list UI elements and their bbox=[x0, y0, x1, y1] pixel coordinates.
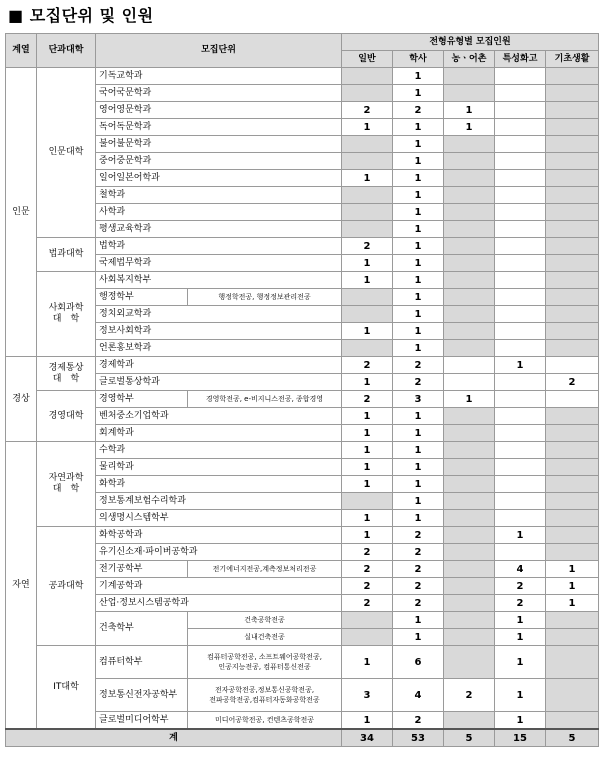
college-econ: 경제통상 대 학 bbox=[37, 357, 96, 391]
cell-basic bbox=[546, 357, 599, 374]
cell-bachelor: 1 bbox=[393, 425, 444, 442]
unit-sub: 전자공학전공,정보통신공학전공, 전파공학전공,컴퓨터자동화공학전공 bbox=[188, 679, 342, 712]
cell-general: 1 bbox=[342, 527, 393, 544]
cell-specialized bbox=[495, 119, 546, 136]
cell-rural bbox=[444, 476, 495, 493]
cell-specialized bbox=[495, 306, 546, 323]
cell-basic bbox=[546, 442, 599, 459]
cell-general: 1 bbox=[342, 255, 393, 272]
college-engineering: 공과대학 bbox=[37, 527, 96, 646]
cell-specialized: 4 bbox=[495, 561, 546, 578]
admission-table bbox=[5, 33, 599, 747]
unit-name: 화학공학과 bbox=[96, 527, 342, 544]
unit-name: 불어불문학과 bbox=[96, 136, 342, 153]
unit-name: 글로벌통상학과 bbox=[96, 374, 342, 391]
cell-basic bbox=[546, 272, 599, 289]
college-humanities: 인문대학 bbox=[37, 68, 96, 238]
unit-name: 기독교학과 bbox=[96, 68, 342, 85]
cell-basic: 1 bbox=[546, 595, 599, 612]
unit-name: 정보통신전자공학부 bbox=[96, 679, 188, 712]
cell-bachelor: 1 bbox=[393, 153, 444, 170]
cell-basic bbox=[546, 629, 599, 646]
unit-name: 사회복지학부 bbox=[96, 272, 342, 289]
cell-general bbox=[342, 187, 393, 204]
cell-specialized: 1 bbox=[495, 357, 546, 374]
cell-specialized: 1 bbox=[495, 679, 546, 712]
unit-name: 건축학부 bbox=[96, 612, 188, 646]
cell-basic bbox=[546, 238, 599, 255]
cell-rural bbox=[444, 68, 495, 85]
cell-bachelor: 1 bbox=[393, 459, 444, 476]
cell-rural bbox=[444, 510, 495, 527]
cell-basic bbox=[546, 544, 599, 561]
unit-name: 유기신소재·파이버공학과 bbox=[96, 544, 342, 561]
cell-general: 1 bbox=[342, 476, 393, 493]
unit-name: 산업·정보시스템공학과 bbox=[96, 595, 342, 612]
cell-specialized: 1 bbox=[495, 612, 546, 629]
cell-general: 3 bbox=[342, 679, 393, 712]
cell-bachelor: 3 bbox=[393, 391, 444, 408]
cell-general: 2 bbox=[342, 391, 393, 408]
header-college: 단과대학 bbox=[37, 34, 96, 68]
cell-general: 2 bbox=[342, 238, 393, 255]
cell-bachelor: 1 bbox=[393, 629, 444, 646]
cell-bachelor: 1 bbox=[393, 170, 444, 187]
cell-general bbox=[342, 85, 393, 102]
cell-bachelor: 6 bbox=[393, 646, 444, 679]
cell-rural bbox=[444, 357, 495, 374]
unit-name: 언론홍보학과 bbox=[96, 340, 342, 357]
cell-specialized: 1 bbox=[495, 527, 546, 544]
cell-bachelor: 1 bbox=[393, 289, 444, 306]
cell-specialized bbox=[495, 136, 546, 153]
cell-rural: 1 bbox=[444, 102, 495, 119]
college-mgmt: 경영대학 bbox=[37, 391, 96, 442]
header-col-general: 일반 bbox=[342, 51, 393, 68]
field-humanities: 인문 bbox=[6, 68, 37, 357]
cell-basic bbox=[546, 712, 599, 730]
cell-bachelor: 1 bbox=[393, 187, 444, 204]
cell-rural bbox=[444, 136, 495, 153]
cell-general bbox=[342, 204, 393, 221]
header-col-specialized: 특성화고 bbox=[495, 51, 546, 68]
header-col-basic-living: 기초생활 bbox=[546, 51, 599, 68]
cell-basic bbox=[546, 323, 599, 340]
unit-sub: 컴퓨터공학전공, 소프트웨어공학전공, 인공지능전공, 컴퓨터통신전공 bbox=[188, 646, 342, 679]
cell-specialized bbox=[495, 408, 546, 425]
cell-rural bbox=[444, 340, 495, 357]
cell-bachelor: 1 bbox=[393, 85, 444, 102]
cell-rural bbox=[444, 238, 495, 255]
cell-basic bbox=[546, 204, 599, 221]
table-row bbox=[6, 646, 599, 679]
cell-basic bbox=[546, 170, 599, 187]
table-row bbox=[6, 442, 599, 459]
cell-basic bbox=[546, 527, 599, 544]
cell-bachelor: 1 bbox=[393, 272, 444, 289]
cell-general: 2 bbox=[342, 561, 393, 578]
cell-general bbox=[342, 153, 393, 170]
college-law: 법과대학 bbox=[37, 238, 96, 272]
cell-general bbox=[342, 221, 393, 238]
unit-sub: 전기에너지전공,계측정보처리전공 bbox=[188, 561, 342, 578]
cell-general bbox=[342, 289, 393, 306]
cell-bachelor: 1 bbox=[393, 204, 444, 221]
total-bachelor: 53 bbox=[393, 729, 444, 747]
cell-rural bbox=[444, 306, 495, 323]
cell-basic bbox=[546, 136, 599, 153]
cell-bachelor: 1 bbox=[393, 323, 444, 340]
unit-sub: 건축공학전공 bbox=[188, 612, 342, 629]
unit-name: 철학과 bbox=[96, 187, 342, 204]
cell-basic bbox=[546, 425, 599, 442]
total-general: 34 bbox=[342, 729, 393, 747]
cell-general: 1 bbox=[342, 408, 393, 425]
cell-bachelor: 1 bbox=[393, 493, 444, 510]
cell-specialized: 1 bbox=[495, 646, 546, 679]
cell-rural bbox=[444, 459, 495, 476]
header-unit: 모집단위 bbox=[96, 34, 342, 68]
table-row bbox=[6, 68, 599, 85]
cell-basic bbox=[546, 153, 599, 170]
cell-rural bbox=[444, 578, 495, 595]
cell-bachelor: 2 bbox=[393, 357, 444, 374]
cell-general bbox=[342, 68, 393, 85]
unit-name: 평생교육학과 bbox=[96, 221, 342, 238]
unit-name: 회계학과 bbox=[96, 425, 342, 442]
cell-rural bbox=[444, 612, 495, 629]
header-row-1 bbox=[6, 34, 599, 51]
cell-bachelor: 1 bbox=[393, 442, 444, 459]
cell-rural bbox=[444, 153, 495, 170]
cell-basic bbox=[546, 493, 599, 510]
cell-general bbox=[342, 340, 393, 357]
page-title: ■ 모집단위 및 인원 bbox=[8, 6, 154, 25]
unit-sub: 경영학전공, e-비지니스전공, 종합경영 bbox=[188, 391, 342, 408]
unit-name: 벤처중소기업학과 bbox=[96, 408, 342, 425]
total-basic: 5 bbox=[546, 729, 599, 747]
cell-basic bbox=[546, 102, 599, 119]
cell-rural bbox=[444, 289, 495, 306]
cell-rural bbox=[444, 85, 495, 102]
cell-specialized bbox=[495, 442, 546, 459]
header-col-rural: 농ㆍ어촌 bbox=[444, 51, 495, 68]
cell-bachelor: 1 bbox=[393, 306, 444, 323]
cell-general: 1 bbox=[342, 170, 393, 187]
cell-bachelor: 2 bbox=[393, 374, 444, 391]
unit-name: 글로벌미디어학부 bbox=[96, 712, 188, 730]
unit-name: 경제학과 bbox=[96, 357, 342, 374]
cell-rural bbox=[444, 323, 495, 340]
cell-rural bbox=[444, 629, 495, 646]
cell-basic bbox=[546, 510, 599, 527]
cell-basic bbox=[546, 255, 599, 272]
cell-specialized: 1 bbox=[495, 629, 546, 646]
unit-name: 화학과 bbox=[96, 476, 342, 493]
cell-general: 1 bbox=[342, 646, 393, 679]
cell-specialized: 2 bbox=[495, 595, 546, 612]
cell-rural bbox=[444, 442, 495, 459]
cell-specialized bbox=[495, 289, 546, 306]
cell-bachelor: 2 bbox=[393, 595, 444, 612]
cell-rural bbox=[444, 544, 495, 561]
unit-name: 정치외교학과 bbox=[96, 306, 342, 323]
cell-bachelor: 1 bbox=[393, 221, 444, 238]
cell-basic bbox=[546, 646, 599, 679]
cell-basic bbox=[546, 391, 599, 408]
college-social: 사회과학 대 학 bbox=[37, 272, 96, 357]
cell-general: 2 bbox=[342, 102, 393, 119]
cell-rural bbox=[444, 712, 495, 730]
cell-rural bbox=[444, 221, 495, 238]
cell-rural bbox=[444, 272, 495, 289]
table-row bbox=[6, 391, 599, 408]
cell-rural bbox=[444, 561, 495, 578]
cell-specialized bbox=[495, 544, 546, 561]
unit-name: 사학과 bbox=[96, 204, 342, 221]
unit-name: 기계공학과 bbox=[96, 578, 342, 595]
cell-bachelor: 1 bbox=[393, 340, 444, 357]
cell-general: 1 bbox=[342, 510, 393, 527]
cell-bachelor: 1 bbox=[393, 476, 444, 493]
cell-basic bbox=[546, 306, 599, 323]
cell-specialized bbox=[495, 272, 546, 289]
unit-name: 영어영문학과 bbox=[96, 102, 342, 119]
cell-bachelor: 1 bbox=[393, 510, 444, 527]
unit-sub: 미디어공학전공, 컨텐츠공학전공 bbox=[188, 712, 342, 730]
unit-name: 일어일본어학과 bbox=[96, 170, 342, 187]
total-rural: 5 bbox=[444, 729, 495, 747]
unit-name: 정보사회학과 bbox=[96, 323, 342, 340]
cell-specialized bbox=[495, 221, 546, 238]
cell-basic bbox=[546, 68, 599, 85]
cell-general: 1 bbox=[342, 459, 393, 476]
cell-specialized bbox=[495, 476, 546, 493]
cell-specialized bbox=[495, 459, 546, 476]
cell-rural: 2 bbox=[444, 679, 495, 712]
college-natural-sciences: 자연과학 대 학 bbox=[37, 442, 96, 527]
cell-rural bbox=[444, 595, 495, 612]
cell-general: 2 bbox=[342, 357, 393, 374]
unit-name: 물리학과 bbox=[96, 459, 342, 476]
cell-basic bbox=[546, 119, 599, 136]
cell-rural bbox=[444, 408, 495, 425]
unit-sub: 행정학전공, 행정정보관리전공 bbox=[188, 289, 342, 306]
unit-name: 전기공학부 bbox=[96, 561, 188, 578]
cell-specialized bbox=[495, 493, 546, 510]
cell-bachelor: 2 bbox=[393, 561, 444, 578]
cell-rural bbox=[444, 646, 495, 679]
cell-general bbox=[342, 306, 393, 323]
unit-name: 행정학부 bbox=[96, 289, 188, 306]
unit-name: 중어중문학과 bbox=[96, 153, 342, 170]
cell-basic bbox=[546, 612, 599, 629]
unit-name: 컴퓨터학부 bbox=[96, 646, 188, 679]
cell-specialized bbox=[495, 204, 546, 221]
cell-rural bbox=[444, 187, 495, 204]
cell-rural: 1 bbox=[444, 391, 495, 408]
cell-specialized bbox=[495, 238, 546, 255]
cell-general: 1 bbox=[342, 425, 393, 442]
unit-name: 정보통계보험수리학과 bbox=[96, 493, 342, 510]
cell-rural bbox=[444, 374, 495, 391]
cell-basic bbox=[546, 679, 599, 712]
unit-name: 법학과 bbox=[96, 238, 342, 255]
cell-general: 2 bbox=[342, 595, 393, 612]
cell-general: 2 bbox=[342, 578, 393, 595]
cell-general: 1 bbox=[342, 272, 393, 289]
cell-bachelor: 2 bbox=[393, 102, 444, 119]
cell-bachelor: 2 bbox=[393, 544, 444, 561]
cell-general bbox=[342, 136, 393, 153]
header-col-bachelor: 학사 bbox=[393, 51, 444, 68]
cell-bachelor: 1 bbox=[393, 119, 444, 136]
cell-basic: 2 bbox=[546, 374, 599, 391]
cell-rural: 1 bbox=[444, 119, 495, 136]
cell-specialized bbox=[495, 153, 546, 170]
cell-basic bbox=[546, 85, 599, 102]
unit-name: 수학과 bbox=[96, 442, 342, 459]
cell-rural bbox=[444, 255, 495, 272]
header-field: 계열 bbox=[6, 34, 37, 68]
cell-specialized bbox=[495, 102, 546, 119]
cell-general: 2 bbox=[342, 544, 393, 561]
unit-name: 독어독문학과 bbox=[96, 119, 342, 136]
cell-specialized bbox=[495, 323, 546, 340]
cell-bachelor: 2 bbox=[393, 578, 444, 595]
cell-bachelor: 1 bbox=[393, 612, 444, 629]
cell-bachelor: 1 bbox=[393, 408, 444, 425]
cell-general bbox=[342, 493, 393, 510]
cell-rural bbox=[444, 425, 495, 442]
cell-general bbox=[342, 612, 393, 629]
unit-name: 국제법무학과 bbox=[96, 255, 342, 272]
cell-specialized: 2 bbox=[495, 578, 546, 595]
field-business: 경상 bbox=[6, 357, 37, 442]
cell-basic bbox=[546, 459, 599, 476]
total-specialized: 15 bbox=[495, 729, 546, 747]
cell-basic: 1 bbox=[546, 578, 599, 595]
cell-specialized bbox=[495, 85, 546, 102]
cell-general: 1 bbox=[342, 712, 393, 730]
total-row bbox=[6, 729, 599, 747]
cell-general: 1 bbox=[342, 374, 393, 391]
cell-specialized: 1 bbox=[495, 712, 546, 730]
cell-rural bbox=[444, 527, 495, 544]
cell-specialized bbox=[495, 340, 546, 357]
cell-basic bbox=[546, 289, 599, 306]
cell-basic bbox=[546, 408, 599, 425]
total-label: 계 bbox=[6, 729, 342, 747]
cell-basic: 1 bbox=[546, 561, 599, 578]
cell-basic bbox=[546, 476, 599, 493]
cell-general: 1 bbox=[342, 442, 393, 459]
cell-basic bbox=[546, 187, 599, 204]
table-row bbox=[6, 357, 599, 374]
cell-bachelor: 2 bbox=[393, 712, 444, 730]
cell-specialized bbox=[495, 187, 546, 204]
cell-specialized bbox=[495, 425, 546, 442]
unit-sub: 실내건축전공 bbox=[188, 629, 342, 646]
cell-rural bbox=[444, 204, 495, 221]
cell-general: 1 bbox=[342, 323, 393, 340]
cell-specialized bbox=[495, 255, 546, 272]
field-science: 자연 bbox=[6, 442, 37, 730]
unit-name: 의생명시스템학부 bbox=[96, 510, 342, 527]
cell-bachelor: 1 bbox=[393, 68, 444, 85]
cell-specialized bbox=[495, 170, 546, 187]
cell-bachelor: 4 bbox=[393, 679, 444, 712]
cell-specialized bbox=[495, 68, 546, 85]
cell-bachelor: 1 bbox=[393, 255, 444, 272]
college-it: IT대학 bbox=[37, 646, 96, 730]
cell-bachelor: 2 bbox=[393, 527, 444, 544]
cell-rural bbox=[444, 493, 495, 510]
cell-specialized bbox=[495, 510, 546, 527]
table-row bbox=[6, 238, 599, 255]
unit-name: 경영학부 bbox=[96, 391, 188, 408]
table-row bbox=[6, 272, 599, 289]
cell-basic bbox=[546, 340, 599, 357]
header-group: 전형유형별 모집인원 bbox=[342, 34, 599, 51]
cell-basic bbox=[546, 221, 599, 238]
table-row bbox=[6, 527, 599, 544]
cell-bachelor: 1 bbox=[393, 238, 444, 255]
cell-specialized bbox=[495, 391, 546, 408]
cell-rural bbox=[444, 170, 495, 187]
unit-name: 국어국문학과 bbox=[96, 85, 342, 102]
cell-general bbox=[342, 629, 393, 646]
cell-general: 1 bbox=[342, 119, 393, 136]
cell-bachelor: 1 bbox=[393, 136, 444, 153]
cell-specialized bbox=[495, 374, 546, 391]
